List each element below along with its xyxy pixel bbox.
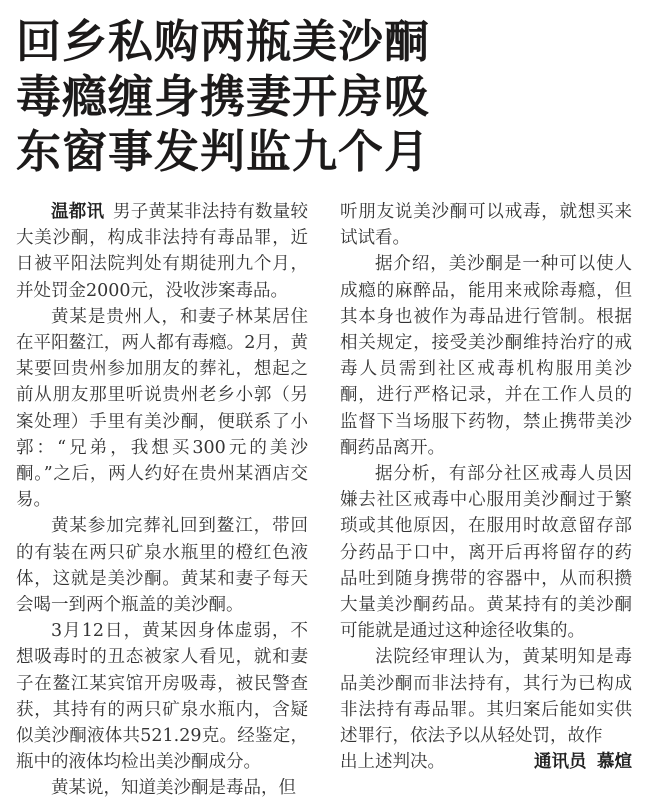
byline [534, 749, 632, 775]
dateline: 温都讯 [51, 202, 105, 222]
article-paragraph: 黄某说，知道美沙酮是毒品，但 [51, 778, 296, 799]
article-column-left [16, 199, 308, 802]
paragraph-text: 男子黄某非法持有数量较大美沙酮，构成非法持有毒品罪，近日被平阳法院判处有期徒刑九个月，并处罚金2000元，没收涉案毒品。 [16, 202, 308, 301]
article-paragraph: 据分析，有部分社区戒毒人员因嫌去社区戒毒中心服用美沙酮过于繁琐或其他原因，在服用时故意留存部分药品于口中，离开后再将留存的药品吐到随身携带的容器中，从而积攒大量美沙酮药品。黄某持有的美沙酮可能就是通过这种途径收集的。 [340, 464, 632, 642]
article-column-right [340, 199, 632, 775]
byline-role: 通讯员 [534, 752, 587, 773]
article-paragraph: 3月12日，黄某因身体虚弱，不想吸毒时的丑态被家人看见，就和妻子在鳌江某宾馆开房吸毒，被民警查获，其持有的两只矿泉水瓶内，含疑似美沙酮液体共521.29克。经鉴定，瓶中的液体均检出美沙酮成分。 [16, 621, 308, 773]
article-paragraph-continuation: 听朋友说美沙酮可以戒毒，就想买来试试看。 [340, 202, 632, 249]
article-paragraph [16, 199, 308, 304]
byline-name: 慕煊 [597, 752, 632, 773]
article-paragraph: 黄某参加完葬礼回到鳌江，带回的有装在两只矿泉水瓶里的橙红色液体，这就是美沙酮。黄某和妻子每天会喝一到两个瓶盖的美沙酮。 [16, 516, 308, 616]
headline-line-2: 毒瘾缠身携妻开房吸 [16, 70, 431, 123]
article-paragraph: 黄某是贵州人，和妻子林某居住在平阳鳌江，两人都有毒瘾。2月，黄某要回贵州参加朋友的葬礼，想起之前从朋友那里听说贵州老乡小郭（另案处理）手里有美沙酮，便联系了小郭：“兄弟，我想买300元的美沙酮。”之后，两人约好在贵州某酒店交易。 [16, 306, 308, 511]
article-paragraph: 法院经审理认为，黄某明知是毒品美沙酮而非法持有，其行为已构成非法持有毒品罪。其归案后能如实供述罪行，依法予以从轻处罚，故作 [340, 647, 632, 747]
headline-line-3: 东窗事发判监九个月 [16, 125, 431, 178]
headline-line-1: 回乡私购两瓶美沙酮 [16, 15, 431, 68]
closing-line [340, 749, 632, 775]
closing-text: 出上述判决。 [340, 752, 445, 773]
headline [16, 14, 636, 179]
article-paragraph: 据介绍，美沙酮是一种可以使人成瘾的麻醉品，能用来戒除毒瘾，但其本身也被作为毒品进行管制。根据相关规定，接受美沙酮维持治疗的戒毒人员需到社区戒毒机构服用美沙酮，进行严格记录，并在工作人员的监督下当场服下药物，禁止携带美沙酮药品离开。 [340, 254, 632, 458]
